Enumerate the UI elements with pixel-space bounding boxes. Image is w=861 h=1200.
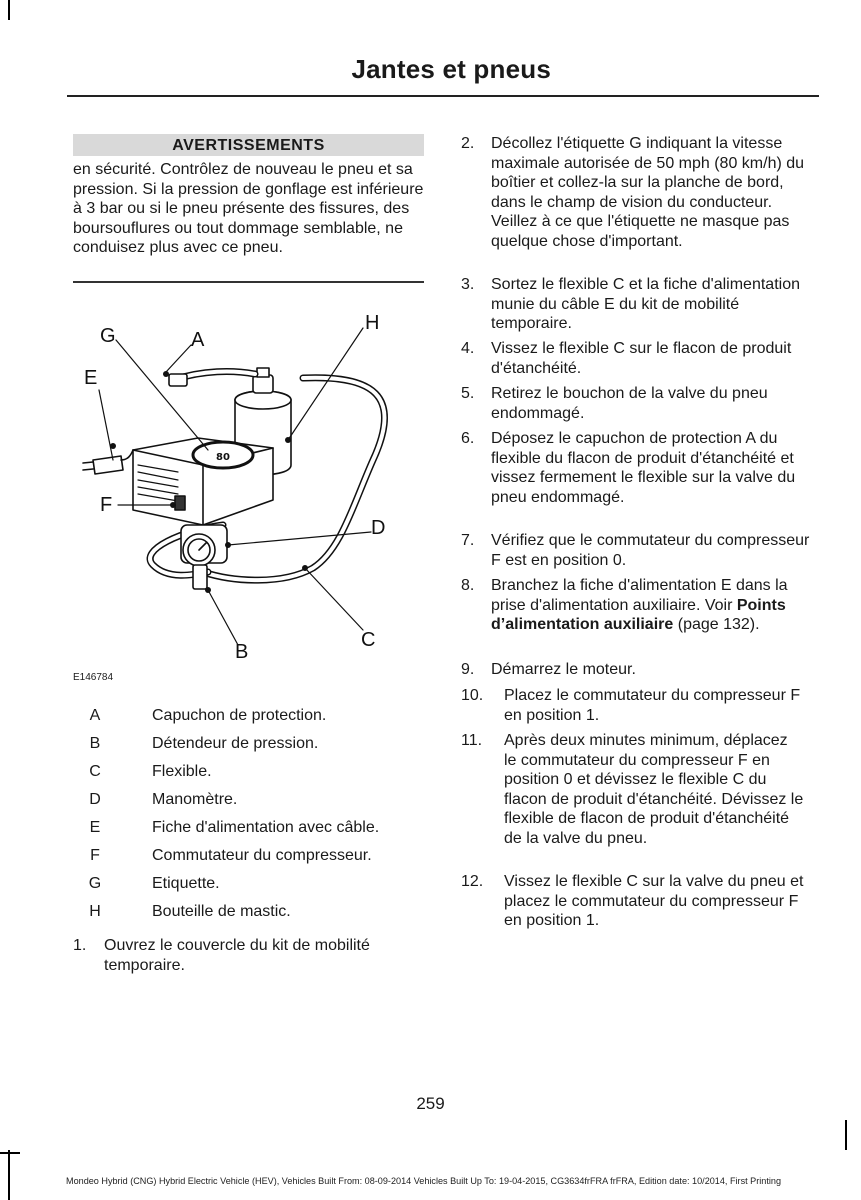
legend-item: [73, 704, 425, 732]
corner-mark-top-left: [8, 0, 10, 20]
step-text: Vissez le flexible C sur la valve du pneu et placez le commutateur du compresseur F en position 1.: [504, 873, 804, 929]
warning-rule: [73, 281, 424, 283]
callout-e: E: [84, 367, 98, 389]
legend-label: Capuchon de protection.: [152, 707, 327, 724]
step-number: 9.: [461, 661, 475, 678]
step-number: 12.: [461, 873, 484, 890]
step-text-main: Branchez la fiche d'alimentation E dans la prise d'alimentation auxiliaire. Voir: [491, 577, 788, 614]
step-text: Déposez le capuchon de protection A du flexible du flacon de produit d'étanchéité et vissez fermement le flexible sur la valve du pneu endommagé.: [491, 430, 796, 506]
legend-item: [73, 816, 425, 844]
step-number: 5.: [461, 385, 475, 402]
legend-label: Détendeur de pression.: [152, 735, 319, 752]
callout-g: G: [100, 325, 116, 347]
corner-mark-right: [845, 1120, 847, 1150]
step-number: 4.: [461, 340, 475, 357]
legend-key: A: [89, 707, 101, 724]
page-title: Jantes et pneus: [351, 54, 551, 84]
svg-text:80: 80: [216, 452, 230, 463]
legend-key: E: [89, 819, 101, 836]
step-number: 2.: [461, 135, 475, 152]
corner-mark-bottom-left-v: [8, 1150, 10, 1200]
corner-mark-bottom-left-h: [0, 1152, 20, 1154]
legend-label: Manomètre.: [152, 791, 238, 808]
callout-d: D: [371, 517, 386, 539]
step-text: Sortez le flexible C et la fiche d'alimentation munie du câble E du kit de mobilité temporaire.: [491, 276, 800, 332]
callout-b: B: [235, 641, 249, 663]
step-text: Décollez l'étiquette G indiquant la vitesse maximale autorisée de 50 mph (80 km/h) du boîtier et collez-la sur la planche de bord, dans le champ de vision du conducteur. Veillez à ce que l'étiquette ne masque pas quelque chose d'important.: [491, 135, 805, 250]
cross-reference-link[interactable]: Points d’alimentation auxiliaire: [491, 596, 786, 633]
step-number: 7.: [461, 532, 475, 549]
legend-label: Flexible.: [152, 763, 212, 780]
legend-key: B: [89, 735, 101, 752]
figure-code: E146784: [73, 672, 114, 683]
footer-text: Mondeo Hybrid (CNG) Hybrid Electric Vehicle (HEV), Vehicles Built From: 08-09-2014 Vehicles Built Up To: 19-04-2015, CG3634frFRA frFRA, Edition date: 10/2014, First Printing: [66, 1176, 782, 1186]
callout-f: F: [100, 494, 113, 516]
step-number: 8.: [461, 577, 475, 594]
callout-a: A: [191, 329, 205, 351]
step-text: Vissez le flexible C sur le flacon de produit d'étanchéité.: [491, 340, 792, 377]
warning-text: en sécurité. Contrôlez de nouveau le pneu et sa pression. Si la pression de gonflage est inférieure à 3 bar ou si le pneu présente des fissures, des boursouflures ou tout dommage semblable, ne conduisez plus avec ce pneu.: [73, 161, 424, 256]
legend-key: D: [89, 791, 101, 808]
legend-item: [73, 900, 425, 928]
power-plug: [93, 456, 123, 474]
step-number: 1.: [73, 937, 87, 954]
step-number: 3.: [461, 276, 475, 293]
step-text: Ouvrez le couvercle du kit de mobilité temporaire.: [104, 937, 370, 974]
title-rule: [67, 95, 819, 97]
warning-heading: AVERTISSEMENTS: [73, 134, 424, 156]
legend-item: [73, 760, 425, 788]
legend-key: G: [88, 875, 102, 892]
legend-label: Commutateur du compresseur.: [152, 847, 372, 864]
step-text: Démarrez le moteur.: [491, 661, 636, 678]
legend-item: [73, 844, 425, 872]
legend-key: C: [89, 763, 101, 780]
step-number: 10.: [461, 687, 484, 704]
page-reference: (page 132).: [677, 616, 760, 633]
step-text: Retirez le bouchon de la valve du pneu endommagé.: [491, 385, 768, 422]
callout-h: H: [365, 312, 380, 334]
legend-item: [73, 788, 425, 816]
legend-key: F: [90, 847, 100, 864]
legend-label: Etiquette.: [152, 875, 220, 892]
mobility-kit-illustration: [73, 300, 425, 695]
legend-item: [73, 872, 425, 900]
page-number: 259: [416, 1094, 445, 1113]
legend-label: Fiche d'alimentation avec câble.: [152, 819, 380, 836]
step-text: [491, 576, 821, 635]
step-text: Après deux minutes minimum, déplacez le commutateur du compresseur F en position 0 et dévissez le flexible C du flacon de produit d'étanchéité. Dévissez le flexible de flacon de produit d'étanchéité de la valve du pneu.: [504, 732, 804, 847]
step-text: Placez le commutateur du compresseur F en position 1.: [504, 687, 801, 724]
callout-c: C: [361, 629, 376, 651]
legend-key: H: [89, 903, 101, 920]
legend-list: [73, 704, 425, 928]
legend-item: [73, 732, 425, 760]
legend-label: Bouteille de mastic.: [152, 903, 291, 920]
step-text: Vérifiez que le commutateur du compresseur F est en position 0.: [491, 532, 810, 569]
step-number: 6.: [461, 430, 475, 447]
step-number: 11.: [461, 732, 483, 749]
